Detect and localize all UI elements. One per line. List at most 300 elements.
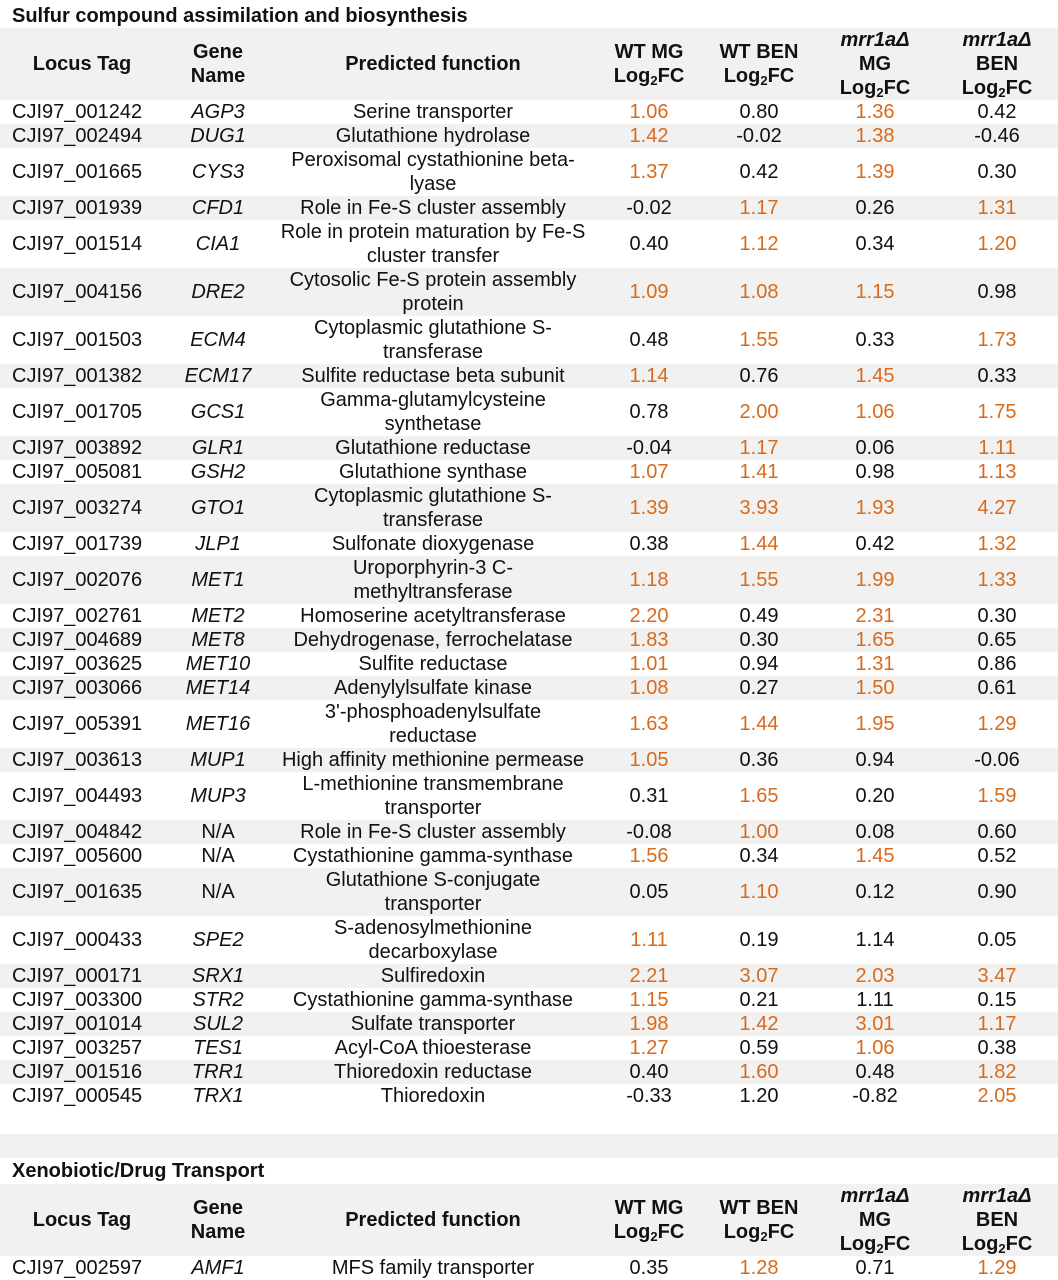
log2fc-wt-mg-cell: 0.78 bbox=[629, 401, 669, 423]
log2fc-mut-mg-cell: 0.48 bbox=[814, 1060, 936, 1084]
locus-tag-cell: CJI97_002076 bbox=[0, 556, 164, 604]
header-wt-ben bbox=[704, 1184, 814, 1256]
gene-name-cell: MET16 bbox=[185, 713, 251, 735]
log2fc-wt-mg-cell: 2.20 bbox=[629, 605, 669, 627]
gene-name-cell: GTO1 bbox=[164, 484, 272, 532]
table-row bbox=[0, 700, 1058, 748]
gene-name-cell: MET2 bbox=[191, 605, 245, 627]
locus-tag-cell: CJI97_001514 bbox=[12, 233, 143, 255]
gene-name-cell: DRE2 bbox=[164, 268, 272, 316]
locus-tag-cell: CJI97_003892 bbox=[0, 436, 164, 460]
log2fc-wt-mg-cell: 1.14 bbox=[594, 364, 704, 388]
predicted-function-cell: Glutathione hydrolase bbox=[272, 124, 594, 148]
table-row bbox=[0, 604, 1058, 628]
log-prefix: Log bbox=[839, 77, 877, 99]
log2fc-wt-mg-cell: 1.98 bbox=[594, 1012, 704, 1036]
table-header bbox=[0, 1184, 1058, 1256]
gene-name-cell: TRX1 bbox=[192, 1085, 244, 1107]
predicted-function-cell: Dehydrogenase, ferrochelatase bbox=[272, 628, 594, 652]
header-gene-line1: Gene bbox=[192, 1197, 244, 1219]
log2fc-mut-mg-cell: 0.34 bbox=[855, 233, 895, 255]
predicted-function-cell: Cytoplasmic glutathione S-transferase bbox=[314, 317, 552, 363]
log2fc-wt-ben-cell: 0.42 bbox=[739, 161, 779, 183]
log2fc-mut-ben-cell: 1.20 bbox=[977, 233, 1017, 255]
log2fc-wt-ben-cell: 0.36 bbox=[704, 748, 814, 772]
header-gene-name bbox=[164, 28, 272, 100]
log-suffix: FC bbox=[883, 1233, 911, 1255]
table-row bbox=[0, 436, 1058, 460]
predicted-function-cell: Sulfite reductase bbox=[358, 653, 508, 675]
log2fc-wt-mg-cell: 1.05 bbox=[594, 748, 704, 772]
table-row bbox=[0, 1256, 1058, 1280]
log2fc-wt-ben-cell: -0.02 bbox=[704, 124, 814, 148]
header-gene-line2: Name bbox=[190, 1221, 246, 1243]
log2fc-wt-mg-cell: 0.40 bbox=[629, 233, 669, 255]
gene-name-cell: TES1 bbox=[192, 1037, 244, 1059]
log-prefix: Log bbox=[613, 1221, 651, 1243]
locus-tag-cell: CJI97_004689 bbox=[0, 628, 164, 652]
table-header bbox=[0, 28, 1058, 100]
log2fc-wt-mg-cell: 1.42 bbox=[594, 124, 704, 148]
log2fc-mut-ben-cell: 0.60 bbox=[936, 820, 1058, 844]
log2fc-wt-ben-cell: 0.59 bbox=[739, 1037, 779, 1059]
log2fc-mut-mg-cell: 0.42 bbox=[855, 533, 895, 555]
predicted-function-cell: L-methionine transmembrane transporter bbox=[302, 773, 564, 819]
table-row bbox=[0, 1084, 1058, 1108]
table-row bbox=[0, 124, 1058, 148]
log-subscript: 2 bbox=[998, 85, 1006, 100]
log2fc-mut-ben-cell: -0.46 bbox=[936, 124, 1058, 148]
table-row bbox=[0, 316, 1058, 364]
log2fc-mut-ben-cell: 0.33 bbox=[936, 364, 1058, 388]
predicted-function-cell: Sulfonate dioxygenase bbox=[331, 533, 535, 555]
table-row bbox=[0, 820, 1058, 844]
table-row bbox=[0, 484, 1058, 532]
locus-tag-cell: CJI97_001503 bbox=[12, 329, 143, 351]
predicted-function-cell: Sulfite reductase beta subunit bbox=[272, 364, 594, 388]
table-row bbox=[0, 148, 1058, 196]
predicted-function-cell: Acyl-CoA thioesterase bbox=[334, 1037, 532, 1059]
gene-name-cell: MUP1 bbox=[164, 748, 272, 772]
log2fc-wt-mg-cell: -0.04 bbox=[594, 436, 704, 460]
header-gene-line2: Name bbox=[190, 65, 246, 87]
table-row bbox=[0, 196, 1058, 220]
locus-tag-cell: CJI97_001705 bbox=[12, 401, 143, 423]
log-subscript: 2 bbox=[650, 1229, 658, 1244]
log2fc-mut-ben-cell: 0.86 bbox=[977, 653, 1017, 675]
log-suffix: FC bbox=[1005, 1233, 1033, 1255]
log2fc-mut-mg-cell: 0.33 bbox=[855, 329, 895, 351]
log2fc-wt-mg-cell: 1.08 bbox=[594, 676, 704, 700]
header-locus-tag: Locus Tag bbox=[0, 1184, 164, 1256]
locus-tag-cell: CJI97_002494 bbox=[0, 124, 164, 148]
log-suffix: FC bbox=[657, 65, 685, 87]
locus-tag-cell: CJI97_000171 bbox=[0, 964, 164, 988]
header-mutant-ben-line2: BEN bbox=[975, 1209, 1019, 1231]
locus-tag-cell: CJI97_005600 bbox=[12, 845, 143, 867]
log2fc-mut-mg-cell: 1.65 bbox=[814, 628, 936, 652]
gene-name-cell: SRX1 bbox=[164, 964, 272, 988]
table-row bbox=[0, 220, 1058, 268]
log2fc-mut-ben-cell: 1.33 bbox=[936, 556, 1058, 604]
log2fc-wt-ben-cell: 1.55 bbox=[704, 556, 814, 604]
log2fc-mut-ben-cell: 1.59 bbox=[977, 785, 1017, 807]
log-suffix: FC bbox=[657, 1221, 685, 1243]
header-log2fc bbox=[596, 1220, 702, 1244]
log2fc-mut-mg-cell: 1.50 bbox=[814, 676, 936, 700]
gene-name-cell: SUL2 bbox=[164, 1012, 272, 1036]
log2fc-mut-mg-cell: 0.08 bbox=[814, 820, 936, 844]
log-prefix: Log bbox=[613, 65, 651, 87]
table-row bbox=[0, 676, 1058, 700]
gene-name-cell: MET14 bbox=[164, 676, 272, 700]
gene-name-cell: MET8 bbox=[164, 628, 272, 652]
locus-tag-cell: CJI97_001635 bbox=[0, 868, 164, 916]
log2fc-mut-ben-cell: -0.06 bbox=[936, 748, 1058, 772]
gene-name-cell: GCS1 bbox=[190, 401, 246, 423]
log2fc-wt-mg-cell: 0.38 bbox=[629, 533, 669, 555]
gene-name-cell: MUP3 bbox=[190, 785, 246, 807]
log2fc-mut-mg-cell: 0.71 bbox=[855, 1257, 895, 1279]
log2fc-wt-mg-cell: 0.35 bbox=[629, 1257, 669, 1279]
locus-tag-cell: CJI97_001739 bbox=[12, 533, 143, 555]
log2fc-wt-ben-cell: 0.19 bbox=[739, 929, 779, 951]
log2fc-wt-ben-cell: 0.49 bbox=[739, 605, 779, 627]
header-wt-mg bbox=[594, 1184, 704, 1256]
log2fc-mut-mg-cell: 1.38 bbox=[814, 124, 936, 148]
predicted-function-cell: Cystathionine gamma-synthase bbox=[292, 989, 574, 1011]
header-mutant-ben bbox=[936, 28, 1058, 100]
table-row bbox=[0, 268, 1058, 316]
locus-tag-cell: CJI97_004493 bbox=[12, 785, 143, 807]
log2fc-wt-ben-cell: 1.17 bbox=[704, 196, 814, 220]
log2fc-wt-ben-cell: 0.30 bbox=[704, 628, 814, 652]
header-mutant-line1: mrr1aΔ bbox=[840, 29, 910, 51]
log-subscript: 2 bbox=[650, 73, 658, 88]
header-log2fc bbox=[596, 64, 702, 88]
log2fc-wt-mg-cell: 0.05 bbox=[594, 868, 704, 916]
log2fc-wt-ben-cell: 3.93 bbox=[704, 484, 814, 532]
log2fc-mut-ben-cell: 1.73 bbox=[977, 329, 1017, 351]
table-row bbox=[0, 100, 1058, 124]
log2fc-mut-mg-cell: -0.82 bbox=[852, 1085, 898, 1107]
log2fc-wt-ben-cell: 1.41 bbox=[739, 461, 779, 483]
gene-name-cell: GLR1 bbox=[164, 436, 272, 460]
log2fc-mut-mg-cell: 1.06 bbox=[855, 401, 895, 423]
log2fc-wt-mg-cell: 1.18 bbox=[594, 556, 704, 604]
gene-name-cell: CIA1 bbox=[195, 233, 241, 255]
log-subscript: 2 bbox=[760, 1229, 768, 1244]
log-prefix: Log bbox=[723, 65, 761, 87]
log2fc-mut-ben-cell: 1.75 bbox=[977, 401, 1017, 423]
log2fc-mut-mg-cell: 1.06 bbox=[855, 1037, 895, 1059]
log2fc-wt-mg-cell: -0.33 bbox=[626, 1085, 672, 1107]
gene-name-cell: N/A bbox=[164, 868, 272, 916]
log2fc-wt-ben-cell: 2.00 bbox=[739, 401, 779, 423]
log2fc-mut-ben-cell: 0.05 bbox=[977, 929, 1017, 951]
log2fc-wt-ben-cell: 1.42 bbox=[704, 1012, 814, 1036]
log2fc-wt-ben-cell: 0.94 bbox=[739, 653, 779, 675]
log2fc-wt-mg-cell: 1.06 bbox=[629, 101, 669, 123]
log2fc-wt-ben-cell: 0.34 bbox=[739, 845, 779, 867]
log2fc-wt-mg-cell: 2.21 bbox=[594, 964, 704, 988]
log-suffix: FC bbox=[883, 77, 911, 99]
log-subscript: 2 bbox=[998, 1241, 1006, 1256]
log2fc-mut-mg-cell: 3.01 bbox=[814, 1012, 936, 1036]
header-wt-ben bbox=[704, 28, 814, 100]
sulfur-gene-table bbox=[0, 28, 1058, 1108]
table-row bbox=[0, 988, 1058, 1012]
header-mutant-line1: mrr1aΔ bbox=[962, 29, 1032, 51]
table-row bbox=[0, 652, 1058, 676]
log2fc-wt-mg-cell: 1.09 bbox=[594, 268, 704, 316]
log2fc-wt-ben-cell: 3.07 bbox=[704, 964, 814, 988]
table-row bbox=[0, 868, 1058, 916]
locus-tag-cell: CJI97_001242 bbox=[12, 101, 143, 123]
locus-tag-cell: CJI97_004842 bbox=[0, 820, 164, 844]
log2fc-wt-ben-cell: 1.00 bbox=[704, 820, 814, 844]
header-mutant-ben-line2: BEN bbox=[975, 53, 1019, 75]
log2fc-mut-ben-cell: 1.29 bbox=[977, 713, 1017, 735]
gene-name-cell: AGP3 bbox=[191, 101, 245, 123]
log2fc-mut-mg-cell: 0.94 bbox=[814, 748, 936, 772]
log-prefix: Log bbox=[961, 1233, 999, 1255]
log2fc-wt-mg-cell: 1.11 bbox=[630, 929, 668, 951]
predicted-function-cell: Homoserine acetyltransferase bbox=[300, 605, 566, 627]
log2fc-wt-mg-cell: 0.31 bbox=[629, 785, 669, 807]
log2fc-mut-ben-cell: 0.42 bbox=[977, 101, 1017, 123]
locus-tag-cell: CJI97_003613 bbox=[0, 748, 164, 772]
log2fc-wt-ben-cell: 1.10 bbox=[704, 868, 814, 916]
log2fc-wt-mg-cell: -0.08 bbox=[594, 820, 704, 844]
log2fc-mut-mg-cell: 0.20 bbox=[855, 785, 895, 807]
log2fc-mut-mg-cell: 1.45 bbox=[814, 364, 936, 388]
log2fc-wt-mg-cell: 1.37 bbox=[629, 161, 669, 183]
header-predicted-function: Predicted function bbox=[272, 28, 594, 100]
predicted-function-cell: Thioredoxin bbox=[380, 1085, 486, 1107]
gene-name-cell: DUG1 bbox=[164, 124, 272, 148]
log2fc-wt-ben-cell: 1.44 bbox=[739, 533, 779, 555]
log2fc-wt-ben-cell: 1.44 bbox=[739, 713, 779, 735]
gene-name-cell: GSH2 bbox=[190, 461, 246, 483]
table-row bbox=[0, 964, 1058, 988]
log-subscript: 2 bbox=[760, 73, 768, 88]
log-subscript: 2 bbox=[876, 1241, 884, 1256]
log2fc-mut-mg-cell: 2.31 bbox=[855, 605, 895, 627]
locus-tag-cell: CJI97_003257 bbox=[12, 1037, 143, 1059]
log2fc-wt-mg-cell: -0.02 bbox=[594, 196, 704, 220]
log2fc-mut-ben-cell: 1.31 bbox=[936, 196, 1058, 220]
log2fc-mut-ben-cell: 0.90 bbox=[936, 868, 1058, 916]
locus-tag-cell: CJI97_000545 bbox=[12, 1085, 143, 1107]
table-row bbox=[0, 772, 1058, 820]
header-log2fc bbox=[938, 1232, 1056, 1256]
predicted-function-cell: Serine transporter bbox=[352, 101, 514, 123]
gene-name-cell: AMF1 bbox=[191, 1257, 245, 1279]
predicted-function-cell: Role in Fe-S cluster assembly bbox=[272, 196, 594, 220]
locus-tag-cell: CJI97_002761 bbox=[12, 605, 143, 627]
section-title-xenobiotic: Xenobiotic/Drug Transport bbox=[12, 1160, 265, 1182]
log2fc-mut-ben-cell: 0.61 bbox=[936, 676, 1058, 700]
log-suffix: FC bbox=[767, 65, 795, 87]
table-row bbox=[0, 1036, 1058, 1060]
log2fc-mut-ben-cell: 0.98 bbox=[936, 268, 1058, 316]
log2fc-mut-mg-cell: 0.06 bbox=[814, 436, 936, 460]
log2fc-mut-mg-cell: 1.31 bbox=[855, 653, 895, 675]
predicted-function-cell: Cystathionine gamma-synthase bbox=[292, 845, 574, 867]
header-gene-line1: Gene bbox=[192, 41, 244, 63]
locus-tag-cell: CJI97_001665 bbox=[12, 161, 143, 183]
gene-name-cell: SPE2 bbox=[192, 929, 244, 951]
log2fc-mut-mg-cell: 1.14 bbox=[855, 929, 895, 951]
log2fc-mut-mg-cell: 1.11 bbox=[856, 989, 894, 1011]
log2fc-mut-ben-cell: 1.32 bbox=[977, 533, 1017, 555]
log2fc-mut-mg-cell: 0.12 bbox=[814, 868, 936, 916]
table-row bbox=[0, 1060, 1058, 1084]
log2fc-wt-mg-cell: 1.01 bbox=[629, 653, 669, 675]
header-log2fc bbox=[938, 76, 1056, 100]
log2fc-mut-mg-cell: 1.36 bbox=[855, 101, 895, 123]
predicted-function-cell: Role in protein maturation by Fe-S cluster transfer bbox=[280, 221, 586, 267]
log2fc-wt-mg-cell: 0.48 bbox=[629, 329, 669, 351]
log2fc-mut-ben-cell: 0.30 bbox=[977, 605, 1017, 627]
log2fc-mut-mg-cell: 1.99 bbox=[814, 556, 936, 604]
log2fc-mut-ben-cell: 1.13 bbox=[977, 461, 1017, 483]
predicted-function-cell: Sulfiredoxin bbox=[272, 964, 594, 988]
table-row bbox=[0, 556, 1058, 604]
log2fc-mut-ben-cell: 0.30 bbox=[977, 161, 1017, 183]
table-row bbox=[0, 844, 1058, 868]
log2fc-mut-mg-cell: 1.93 bbox=[814, 484, 936, 532]
log2fc-mut-mg-cell: 1.45 bbox=[855, 845, 895, 867]
locus-tag-cell: CJI97_002597 bbox=[12, 1257, 143, 1279]
predicted-function-cell: Role in Fe-S cluster assembly bbox=[272, 820, 594, 844]
log2fc-wt-mg-cell: 1.56 bbox=[629, 845, 669, 867]
log2fc-wt-ben-cell: 0.80 bbox=[739, 101, 779, 123]
log2fc-mut-ben-cell: 4.27 bbox=[936, 484, 1058, 532]
locus-tag-cell: CJI97_005391 bbox=[12, 713, 143, 735]
gene-name-cell: CYS3 bbox=[191, 161, 245, 183]
predicted-function-cell: Glutathione reductase bbox=[272, 436, 594, 460]
log2fc-wt-mg-cell: 0.40 bbox=[594, 1060, 704, 1084]
header-mutant-mg bbox=[814, 1184, 936, 1256]
log2fc-mut-ben-cell: 3.47 bbox=[936, 964, 1058, 988]
predicted-function-cell: Sulfate transporter bbox=[272, 1012, 594, 1036]
log2fc-mut-mg-cell: 1.15 bbox=[814, 268, 936, 316]
predicted-function-cell: Cytoplasmic glutathione S-transferase bbox=[272, 484, 594, 532]
log-subscript: 2 bbox=[876, 85, 884, 100]
header-row bbox=[0, 1184, 1058, 1256]
log2fc-mut-ben-cell: 0.65 bbox=[936, 628, 1058, 652]
gene-name-cell: N/A bbox=[201, 845, 235, 867]
table-body bbox=[0, 100, 1058, 1108]
predicted-function-cell: Uroporphyrin-3 C-methyltransferase bbox=[272, 556, 594, 604]
predicted-function-cell: MFS family transporter bbox=[331, 1257, 535, 1279]
header-gene-name bbox=[164, 1184, 272, 1256]
table-row bbox=[0, 388, 1058, 436]
table-row bbox=[0, 748, 1058, 772]
gene-name-cell: ECM4 bbox=[190, 329, 246, 351]
locus-tag-cell: CJI97_003625 bbox=[12, 653, 143, 675]
log2fc-wt-ben-cell: 1.12 bbox=[739, 233, 779, 255]
header-locus-tag: Locus Tag bbox=[0, 28, 164, 100]
locus-tag-cell: CJI97_003300 bbox=[12, 989, 143, 1011]
table-row bbox=[0, 532, 1058, 556]
log2fc-mut-mg-cell: 1.95 bbox=[855, 713, 895, 735]
log-suffix: FC bbox=[1005, 77, 1033, 99]
locus-tag-cell: CJI97_003066 bbox=[0, 676, 164, 700]
log2fc-wt-mg-cell: 1.15 bbox=[629, 989, 669, 1011]
log2fc-mut-mg-cell: 0.26 bbox=[814, 196, 936, 220]
predicted-function-cell: Adenylylsulfate kinase bbox=[272, 676, 594, 700]
header-log2fc bbox=[816, 76, 934, 100]
table-row bbox=[0, 916, 1058, 964]
log-prefix: Log bbox=[961, 77, 999, 99]
log-prefix: Log bbox=[723, 1221, 761, 1243]
header-wt-mg bbox=[594, 28, 704, 100]
table-row bbox=[0, 628, 1058, 652]
gene-name-cell: STR2 bbox=[192, 989, 244, 1011]
header-log2fc bbox=[816, 1232, 934, 1256]
predicted-function-cell: Glutathione synthase bbox=[339, 461, 527, 483]
gene-name-cell: N/A bbox=[164, 820, 272, 844]
gene-name-cell: TRR1 bbox=[164, 1060, 272, 1084]
log2fc-mut-ben-cell: 2.05 bbox=[977, 1085, 1017, 1107]
log2fc-wt-ben-cell: 1.60 bbox=[704, 1060, 814, 1084]
log2fc-wt-ben-cell: 1.17 bbox=[704, 436, 814, 460]
log2fc-wt-mg-cell: 1.39 bbox=[594, 484, 704, 532]
header-wt-mg-line1: WT MG bbox=[614, 1197, 684, 1219]
log2fc-wt-ben-cell: 0.27 bbox=[704, 676, 814, 700]
header-wt-mg-line1: WT MG bbox=[614, 41, 684, 63]
predicted-function-cell: Thioredoxin reductase bbox=[272, 1060, 594, 1084]
header-mutant-line1: mrr1aΔ bbox=[840, 1185, 910, 1207]
log2fc-wt-mg-cell: 1.27 bbox=[629, 1037, 669, 1059]
section-title-sulfur: Sulfur compound assimilation and biosynthesis bbox=[12, 5, 468, 27]
header-predicted-function: Predicted function bbox=[272, 1184, 594, 1256]
section-spacer bbox=[0, 1134, 1058, 1158]
locus-tag-cell: CJI97_003274 bbox=[0, 484, 164, 532]
log2fc-mut-mg-cell: 0.98 bbox=[855, 461, 895, 483]
log2fc-mut-mg-cell: 2.03 bbox=[814, 964, 936, 988]
log2fc-wt-ben-cell: 0.76 bbox=[704, 364, 814, 388]
predicted-function-cell: Peroxisomal cystathionine beta-lyase bbox=[291, 149, 575, 195]
predicted-function-cell: Glutathione S-conjugate transporter bbox=[272, 868, 594, 916]
log-prefix: Log bbox=[839, 1233, 877, 1255]
log2fc-wt-ben-cell: 1.55 bbox=[739, 329, 779, 351]
header-wt-ben-line1: WT BEN bbox=[719, 41, 799, 63]
predicted-function-cell: S-adenosylmethionine decarboxylase bbox=[334, 917, 532, 963]
locus-tag-cell: CJI97_001014 bbox=[0, 1012, 164, 1036]
header-log2fc bbox=[706, 1220, 812, 1244]
header-row bbox=[0, 28, 1058, 100]
log2fc-mut-ben-cell: 0.38 bbox=[977, 1037, 1017, 1059]
table-body bbox=[0, 1256, 1058, 1280]
log2fc-mut-ben-cell: 1.29 bbox=[977, 1257, 1017, 1279]
log2fc-wt-ben-cell: 1.08 bbox=[704, 268, 814, 316]
locus-tag-cell: CJI97_001939 bbox=[0, 196, 164, 220]
log-suffix: FC bbox=[767, 1221, 795, 1243]
log2fc-wt-ben-cell: 1.65 bbox=[739, 785, 779, 807]
predicted-function-cell: 3'-phosphoadenylsulfate reductase bbox=[324, 701, 542, 747]
header-mutant-mg-line2: MG bbox=[858, 1209, 892, 1231]
log2fc-wt-mg-cell: 1.83 bbox=[594, 628, 704, 652]
gene-name-cell: JLP1 bbox=[195, 533, 241, 555]
xenobiotic-gene-table bbox=[0, 1184, 1058, 1280]
header-mutant-ben bbox=[936, 1184, 1058, 1256]
header-wt-ben-line1: WT BEN bbox=[719, 1197, 799, 1219]
gene-name-cell: CFD1 bbox=[164, 196, 272, 220]
